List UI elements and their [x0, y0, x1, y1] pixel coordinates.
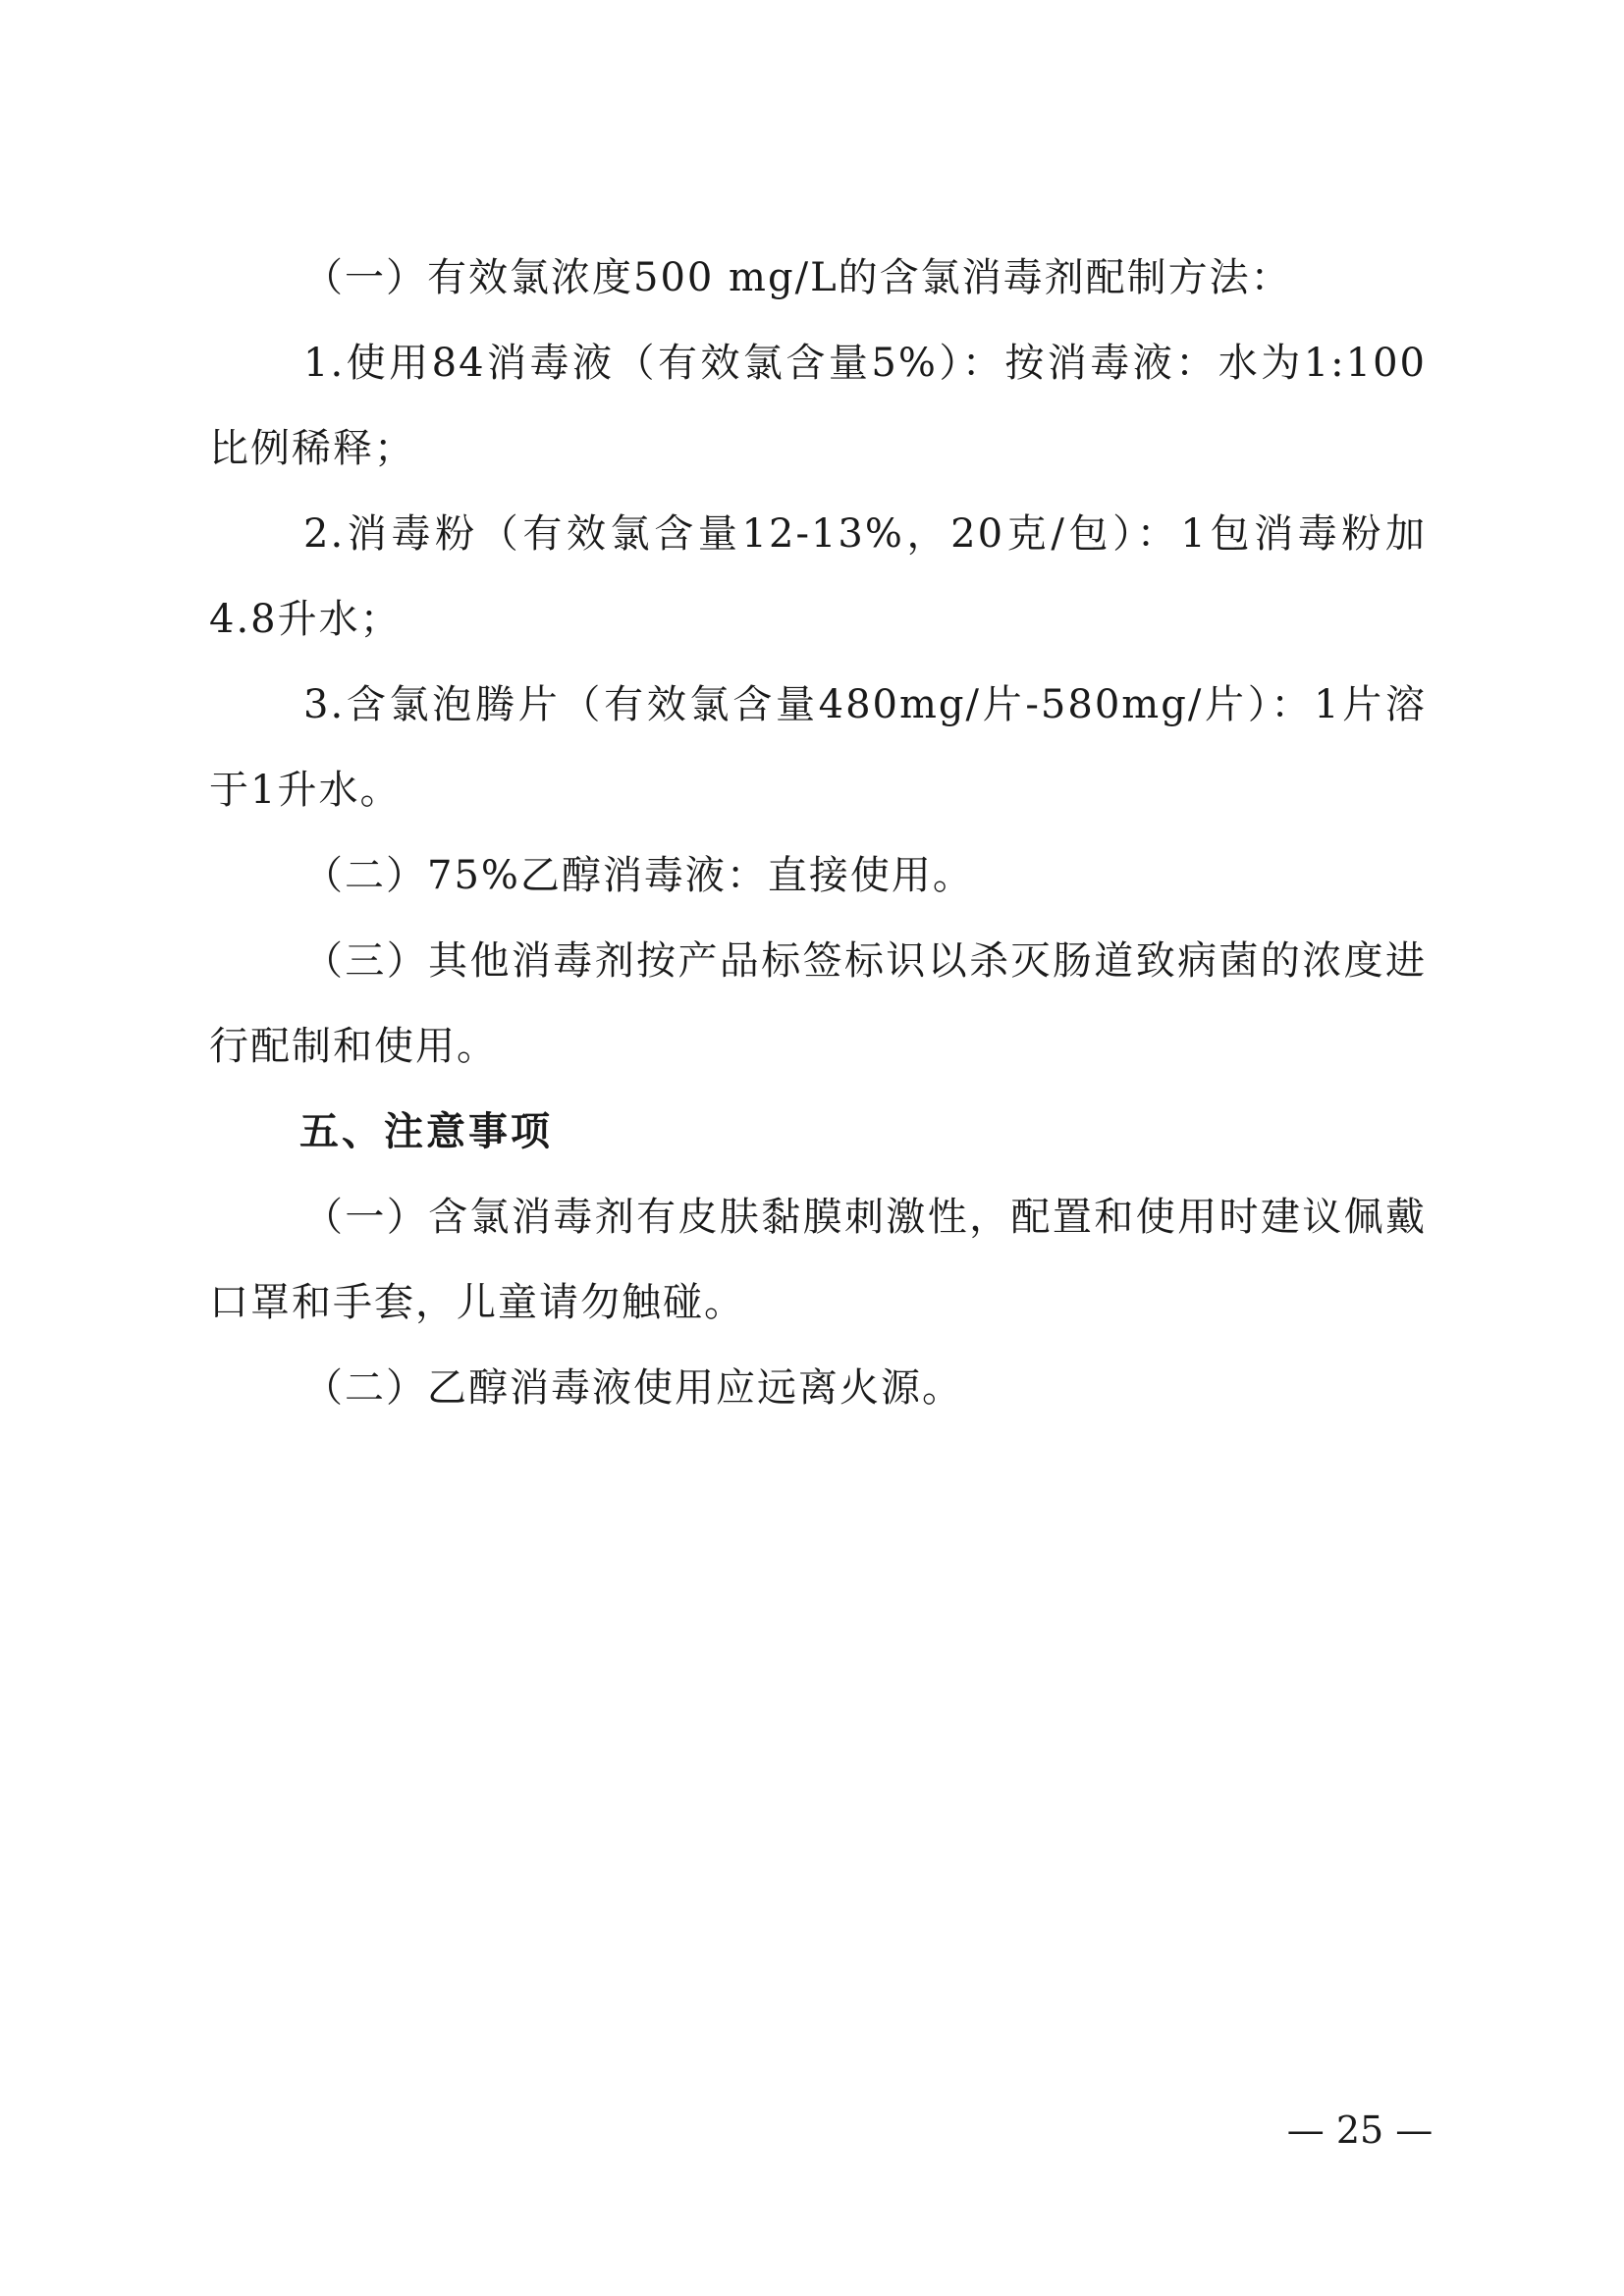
paragraph-other-disinfectants: （三）其他消毒剂按产品标签标识以杀灭肠道致病菌的浓度进行配制和使用。 — [209, 938, 1427, 1069]
paragraph-disinfectant-powder: 2.消毒粉（有效氯含量12-13%，20克/包）：1包消毒粉加4.8升水； — [209, 511, 1427, 642]
paragraph-84-disinfectant: 1.使用84消毒液（有效氯含量5%）：按消毒液：水为1:100比例稀释； — [209, 341, 1427, 471]
paragraph-chlorine-preparation-heading: （一）有效氯浓度500 mg/L的含氯消毒剂配制方法： — [303, 255, 1292, 300]
paragraph-chlorine-precaution: （一）含氯消毒剂有皮肤黏膜刺激性，配置和使用时建议佩戴口罩和手套，儿童请勿触碰。 — [209, 1195, 1427, 1325]
page-number: — 25 — — [1286, 2109, 1434, 2152]
paragraph-ethanol-precaution: （二）乙醇消毒液使用应远离火源。 — [303, 1365, 963, 1411]
paragraph-effervescent-tablet: 3.含氯泡腾片（有效氯含量480mg/片-580mg/片）：1片溶于1升水。 — [209, 682, 1427, 813]
section-heading-precautions: 五、注意事项 — [299, 1109, 553, 1154]
paragraph-ethanol-disinfectant: （二）75%乙醇消毒液：直接使用。 — [303, 853, 974, 898]
document-body — [209, 236, 1427, 1431]
